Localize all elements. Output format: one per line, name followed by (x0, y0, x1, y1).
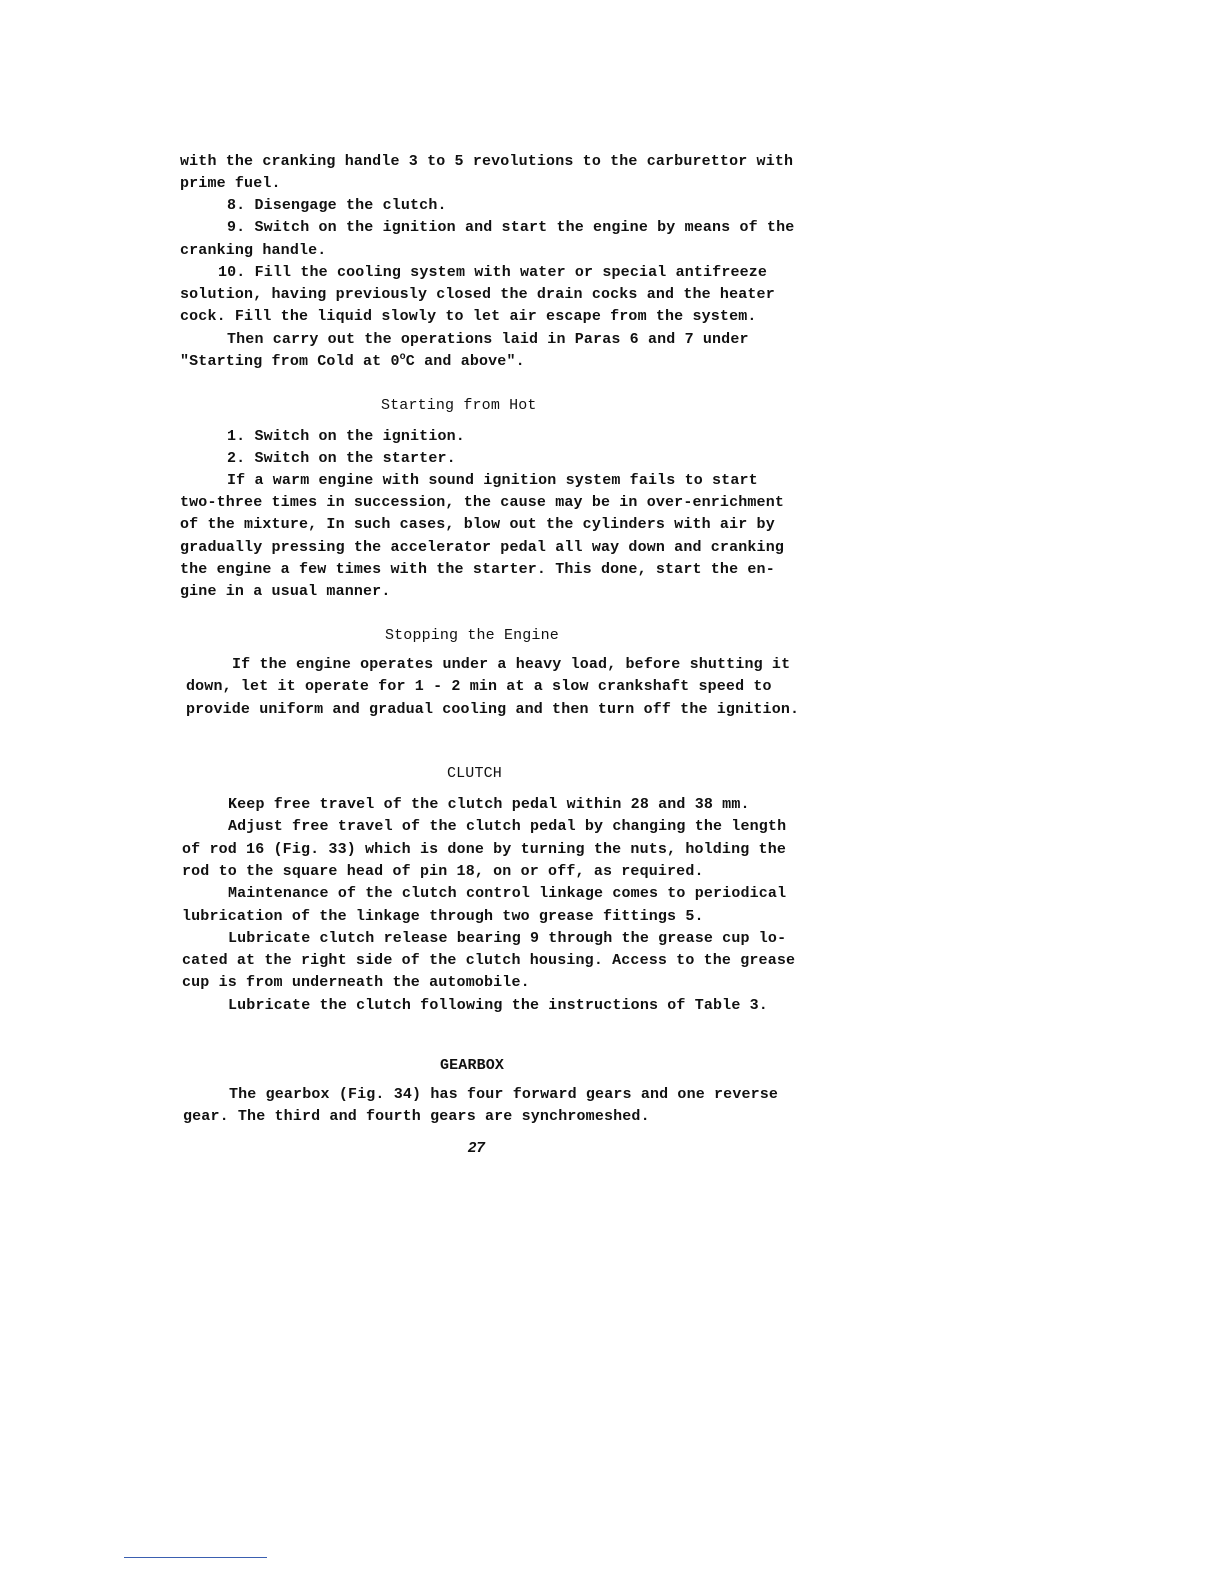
text-line: lubrication of the linkage through two grease fittings 5. (182, 908, 704, 925)
text-line (180, 352, 525, 372)
text-line: solution, having previously closed the drain cocks and the heater (180, 286, 775, 303)
text-line: 8. Disengage the clutch. (227, 197, 447, 214)
text-line: the engine a few times with the starter. This done, start the en- (180, 561, 775, 578)
text-line: prime fuel. (180, 175, 281, 192)
text-line: provide uniform and gradual cooling and then turn off the ignition. (186, 701, 800, 718)
section-heading: GEARBOX (440, 1057, 505, 1074)
text-line: two-three times in succession, the cause may be in over-enrichment (180, 494, 784, 511)
text-line: gradually pressing the accelerator pedal all way down and cranking (180, 539, 784, 556)
text-line: cup is from underneath the automobile. (182, 974, 530, 991)
degree-superscript: o (399, 352, 406, 363)
text-line: with the cranking handle 3 to 5 revolutions to the carburettor with (180, 153, 794, 170)
text-line: cranking handle. (180, 242, 327, 259)
text-line: Lubricate the clutch following the instructions of Table 3. (228, 997, 768, 1014)
text-line: Lubricate clutch release bearing 9 through the grease cup lo- (228, 930, 787, 947)
text-line: 10. Fill the cooling system with water or special antifreeze (218, 264, 768, 281)
page-number: 27 (468, 1139, 485, 1156)
text-line: Then carry out the operations laid in Paras 6 and 7 under (227, 331, 749, 348)
text-line: of rod 16 (Fig. 33) which is done by turning the nuts, holding the (182, 841, 786, 858)
text-line: gine in a usual manner. (180, 583, 391, 600)
text-line: cated at the right side of the clutch housing. Access to the grease (182, 952, 796, 969)
footnote-rule (124, 1557, 267, 1558)
text-segment: "Starting from Cold at 0 (180, 353, 400, 370)
text-line: 9. Switch on the ignition and start the engine by means of the (227, 219, 795, 236)
section-heading: Stopping the Engine (385, 627, 559, 644)
section-heading: Starting from Hot (381, 397, 537, 414)
text-line: Maintenance of the clutch control linkage comes to periodical (228, 885, 787, 902)
text-line: cock. Fill the liquid slowly to let air escape from the system. (180, 308, 757, 325)
text-line: Adjust free travel of the clutch pedal by changing the length (228, 818, 787, 835)
text-line: rod to the square head of pin 18, on or off, as required. (182, 863, 704, 880)
text-line: The gearbox (Fig. 34) has four forward gears and one reverse (229, 1086, 779, 1103)
text-segment: C and above". (405, 353, 525, 370)
text-line: Keep free travel of the clutch pedal within 28 and 38 mm. (228, 796, 750, 813)
text-line: of the mixture, In such cases, blow out the cylinders with air by (180, 516, 775, 533)
text-line: If the engine operates under a heavy load, before shutting it (232, 656, 791, 673)
text-line: 1. Switch on the ignition. (227, 428, 465, 445)
text-line: 2. Switch on the starter. (227, 450, 456, 467)
text-line: down, let it operate for 1 - 2 min at a slow crankshaft speed to (186, 678, 772, 695)
text-line: If a warm engine with sound ignition system fails to start (227, 472, 758, 489)
text-line: gear. The third and fourth gears are synchromeshed. (183, 1108, 650, 1125)
section-heading: CLUTCH (447, 765, 502, 782)
